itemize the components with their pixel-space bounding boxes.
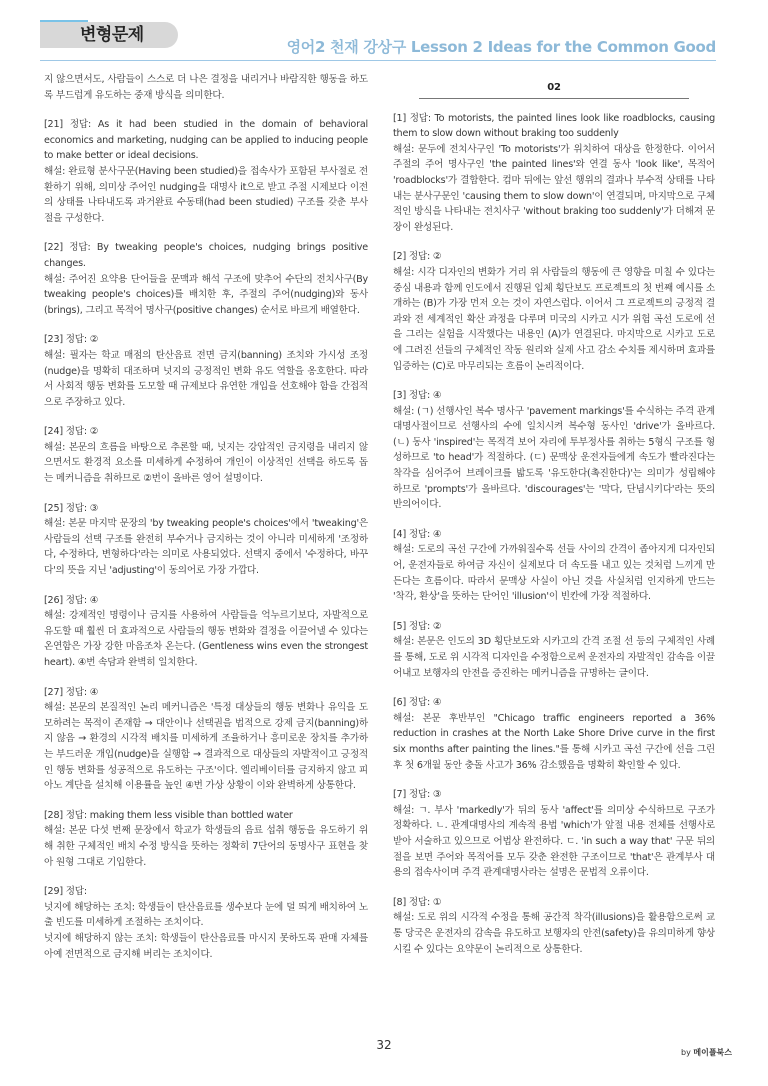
answer-item — [393, 695, 715, 773]
answer-line: [28] 정답: making them less visible than bottled water — [44, 809, 293, 821]
section-badge: 변형문제 — [40, 22, 178, 48]
explanation-text: 해설: 주어진 요약용 단어들을 문맥과 해석 구조에 맞추어 수단의 전치사구(By tweaking people's choices)를 배치한 후, 주절의 주어(nudging)와 동사(brings), 그리고 목적어 명사구(positive changes) 순서로 바르게 배열한다. — [44, 273, 368, 316]
answer-line: [21] 정답: As it had been studied in the domain of behavioral economics and marketing, nudging can be applied to inducing people to make better or ideal decisions. — [44, 119, 368, 162]
explanation-text: 해설: 시각 디자인의 변화가 거리 위 사람들의 행동에 큰 영향을 미칠 수 있다는 중심 내용과 함께 인도에서 진행된 입체 횡단보도 프로젝트의 첫 번째 예시를 소개하는 (B)가 가장 먼저 오는 것이 자연스럽다. 이어서 그 프로젝트의 긍정적 결과와 전 세계적인 확산 과정을 다루며 미국의 시카고 시가 위험 곡선 도로에 선을 그리는 실험을 시작했다는 내용인 (A)가 연결된다. 마지막으로 시카고 도로에 그려진 선들의 구체적인 작동 원리와 실제 사고 감소 수치를 제시하며 효과를 입증하는 (C)로 마무리되는 흐름이 논리적이다. — [393, 266, 715, 372]
answer-item — [44, 117, 368, 226]
explanation-text: 지 않으면서도, 사람들이 스스로 더 나은 결정을 내리거나 바람직한 행동을 하도록 부드럽게 유도하는 중재 방식을 의미한다. — [44, 74, 368, 101]
explanation-text: 해설: 본문 마지막 문장의 'by tweaking people's choices'에서 'tweaking'은 사람들의 선택 구조를 완전히 부수거나 금지하는 것이 아니라 미세하게 '조정하다, 수정하다, 변형하다'라는 의미로 사용되었다. 선택지 중에서 '수정하다, 바꾸다'의 뜻을 지닌 'adjusting'이 동의어로 가장 가깝다. — [44, 518, 368, 577]
answer-item — [393, 787, 715, 881]
answer-line: [5] 정답: ② — [393, 620, 442, 632]
explanation-text: 해설: 도로의 곡선 구간에 가까워질수록 선들 사이의 간격이 좁아지게 디자인되어, 운전자들로 하여금 자신이 실제보다 더 속도를 내고 있는 것처럼 느끼게 만든다는 흐름이다. 따라서 문맥상 사실이 아닌 것을 사실처럼 인지하게 만드는 '착각, 환상'을 뜻하는 단어인 'illusion'이 빈칸에 가장 적절하다. — [393, 544, 715, 603]
answer-line: [29] 정답: — [44, 886, 87, 898]
explanation-text: 해설: 도로 위의 시각적 수정을 통해 공간적 착각(illusions)을 활용함으로써 교통 당국은 운전자의 감속을 유도하고 보행자의 안전(safety)을 유의미하게 향상시킬 수 있다는 요약문이 논리적으로 상통한다. — [393, 912, 715, 955]
explanation-text: 해설: 본문 후반부인 "Chicago traffic engineers reported a 36% reduction in crashes at the North Lake Shore Drive curve in the first six months after painting the lines."를 통해 시카고 곡선 구간에 선을 그린 후 첫 6개월 동안 충돌 사고가 36% 감소했음을 명확히 확인할 수 있다. — [393, 712, 715, 771]
explanation-text: 해설: 완료형 분사구문(Having been studied)을 접속사가 포함된 부사절로 전환하기 위해, 의미상 주어인 nudging을 대명사 it으로 받고 주절 시제보다 이전의 상태를 나타내도록 과거완료 수동태(had been studied) 구조를 갖춘 부사절을 구성한다. — [44, 165, 368, 224]
right-items — [393, 111, 715, 958]
answer-item — [44, 884, 368, 962]
answer-item — [393, 619, 715, 681]
answer-line: [7] 정답: ③ — [393, 789, 442, 801]
answer-item — [393, 249, 715, 374]
explanation-text: 해설: 본문은 인도의 3D 횡단보도와 시카고의 간격 조절 선 등의 구체적인 사례를 통해, 도로 위 시각적 디자인을 수정함으로써 운전자의 자발적인 감속을 이끌어내고 보행자의 안전을 증진하는 메커니즘을 규명하는 글이다. — [393, 636, 715, 679]
answer-item — [44, 593, 368, 671]
answer-line: [23] 정답: ② — [44, 334, 99, 346]
answer-line: [25] 정답: ③ — [44, 502, 99, 514]
publisher-brand — [681, 1047, 732, 1058]
explanation-text: 해설: 본문의 흐름을 바탕으로 추론할 때, 넛지는 강압적인 금지령을 내리지 않으면서도 환경적 요소를 미세하게 수정하여 개인이 이상적인 선택을 하도록 돕는 메커니즘을 취하므로 ②번이 올바른 영어 설명이다. — [44, 441, 368, 485]
answer-item — [44, 808, 368, 870]
explanation-text: 해설: 필자는 학교 매점의 탄산음료 전면 금지(banning) 조치와 가시성 조정(nudge)을 명확히 대조하며 넛지의 긍정적인 변화 유도 역할을 옹호한다. 따라서 사회적 행동 변화를 도모할 때 규제보다 유연한 개입을 선호해야 함을 간접적으로 주장하고 있다. — [44, 349, 368, 408]
answer-item — [44, 685, 368, 794]
explanation-text: 해설: 본문의 본질적인 논리 메커니즘은 '특정 대상들의 행동 변화나 유익을 도모하려는 목적이 존재함 → 대안이나 선택권을 법적으로 강제 금지(banning)하지 않음 → 환경의 시각적 배치를 미세하게 조율하거나 흥미로운 장치를 추가하는 부드러운 개입(nudge)을 실행함 → 결과적으로 대상들의 자발적이고 긍정적인 행동 변화를 성공적으로 유도하는 구조'이다. 엘리베이터를 금지하지 않고 피아노 계단을 설치해 이용률을 높인 ④번 가상 상황이 이와 완벽하게 상통한다. — [44, 702, 368, 792]
answer-item — [393, 895, 715, 957]
left-column — [44, 72, 368, 976]
answer-line: [22] 정답: By tweaking people's choices, nudging brings positive changes. — [44, 242, 368, 269]
answer-item — [393, 527, 715, 605]
answer-item — [44, 332, 368, 410]
answer-line: [6] 정답: ④ — [393, 697, 442, 709]
answer-line: [4] 정답: ④ — [393, 528, 442, 540]
page-header — [0, 0, 768, 64]
header-divider — [40, 60, 716, 61]
answer-line: [24] 정답: ② — [44, 426, 99, 438]
explanation-text: 해설: 강제적인 명령이나 금지를 사용하여 사람들을 억누르기보다, 자발적으로 유도할 때 훨씬 더 효과적으로 사람들의 행동 변화와 결정을 이끌어낼 수 있다는 온연함은 가장 강한 마음조차 온는다. (Gentleness wins even the strongest heart). ④번 속담과 완벽히 일치한다. — [44, 610, 368, 668]
right-column — [393, 72, 715, 971]
explanation-text: 해설: ㄱ. 부사 'markedly'가 뒤의 동사 'affect'를 의미상 수식하므로 구조가 정확하다. ㄴ. 관계대명사의 계속적 용법 'which'가 앞절 내용 전체를 선행사로 받아 서술하고 있으므로 어법상 완전하다. ㄷ. 'in such a way that' 구문 뒤의 절을 보면 주어와 목적어를 모두 갖춘 완전한 구조이므로 'that'은 관계부사 대용의 접속사이며 주격 관계대명사라는 설명은 문법적 오류이다. — [393, 804, 715, 879]
answer-line: [8] 정답: ① — [393, 896, 442, 908]
explanation-text: 해설: 문두에 전치사구인 'To motorists'가 위치하여 대상을 한정한다. 이어서 주절의 주어 명사구인 'the painted lines'와 연결 동사 'look like', 목적어 'roadblocks'가 결합한다. 컴마 뒤에는 앞선 행위의 결과나 부수적 상태를 나타내는 분사구문인 'causing them to slow down'이 연결되며, 마지막으로 구체적인 방식을 나타내는 전치사구 'without braking too suddenly'가 더해져 문장이 완성된다. — [393, 143, 715, 233]
answer-line: [2] 정답: ② — [393, 251, 442, 263]
answer-line: [3] 정답: ④ — [393, 390, 442, 402]
answer-line: [1] 정답: To motorists, the painted lines look like roadblocks, causing them to slow down without braking too suddenly — [393, 112, 715, 140]
answer-item — [44, 424, 368, 486]
answer-item — [393, 388, 715, 513]
answer-line: [27] 정답: ④ — [44, 686, 99, 698]
answer-item — [44, 72, 368, 103]
brand-prefix: by — [681, 1048, 691, 1057]
answer-line: [26] 정답: ④ — [44, 594, 99, 606]
section-heading: 02 — [419, 80, 689, 99]
explanation-text: 넛지에 해당하는 조치: 학생들이 탄산음료를 생수보다 눈에 덜 띄게 배치하여 노출 빈도를 미세하게 조절하는 조치이다. 넛지에 해당하지 않는 조치: 학생들이 탄산음료를 마시지 못하도록 판매 자체를 아예 전면적으로 금지해 버리는 조치이다. — [44, 901, 368, 960]
answer-item — [44, 501, 368, 579]
answer-item — [393, 111, 715, 236]
explanation-text: 해설: 본문 다섯 번째 문장에서 학교가 학생들의 음료 섭취 행동을 유도하기 위해 취한 구체적인 배치 수정 방식을 뜻하는 정확히 7단어의 동명사구 표현을 찾아 원형 그대로 기입한다. — [44, 825, 368, 868]
explanation-text: 해설: (ㄱ) 선행사인 복수 명사구 'pavement markings'를 수식하는 주격 관계대명사절이므로 선행사의 수에 일치시켜 복수형 동사인 'drive'가 올바르다. (ㄴ) 동사 'inspired'는 목적격 보어 자리에 투부정사를 취하는 5형식 구조를 형성하므로 'to head'가 적절하다. (ㄷ) 문맥상 운전자들에게 속도가 빨라진다는 착각을 심어주어 브레이크를 밟도록 '유도한다(촉진한다)'는 의미가 성립해야 하므로 'prompts'가 올바르다. 'discourages'는 '막다, 단념시키다'라는 뜻의 반의어이다. — [393, 405, 715, 511]
page-number: 32 — [376, 1038, 392, 1052]
brand-name: 메이플북스 — [693, 1048, 732, 1057]
header-title: 영어2 천재 강상구 Lesson 2 Ideas for the Common Good — [286, 38, 716, 56]
answer-item — [44, 240, 368, 318]
